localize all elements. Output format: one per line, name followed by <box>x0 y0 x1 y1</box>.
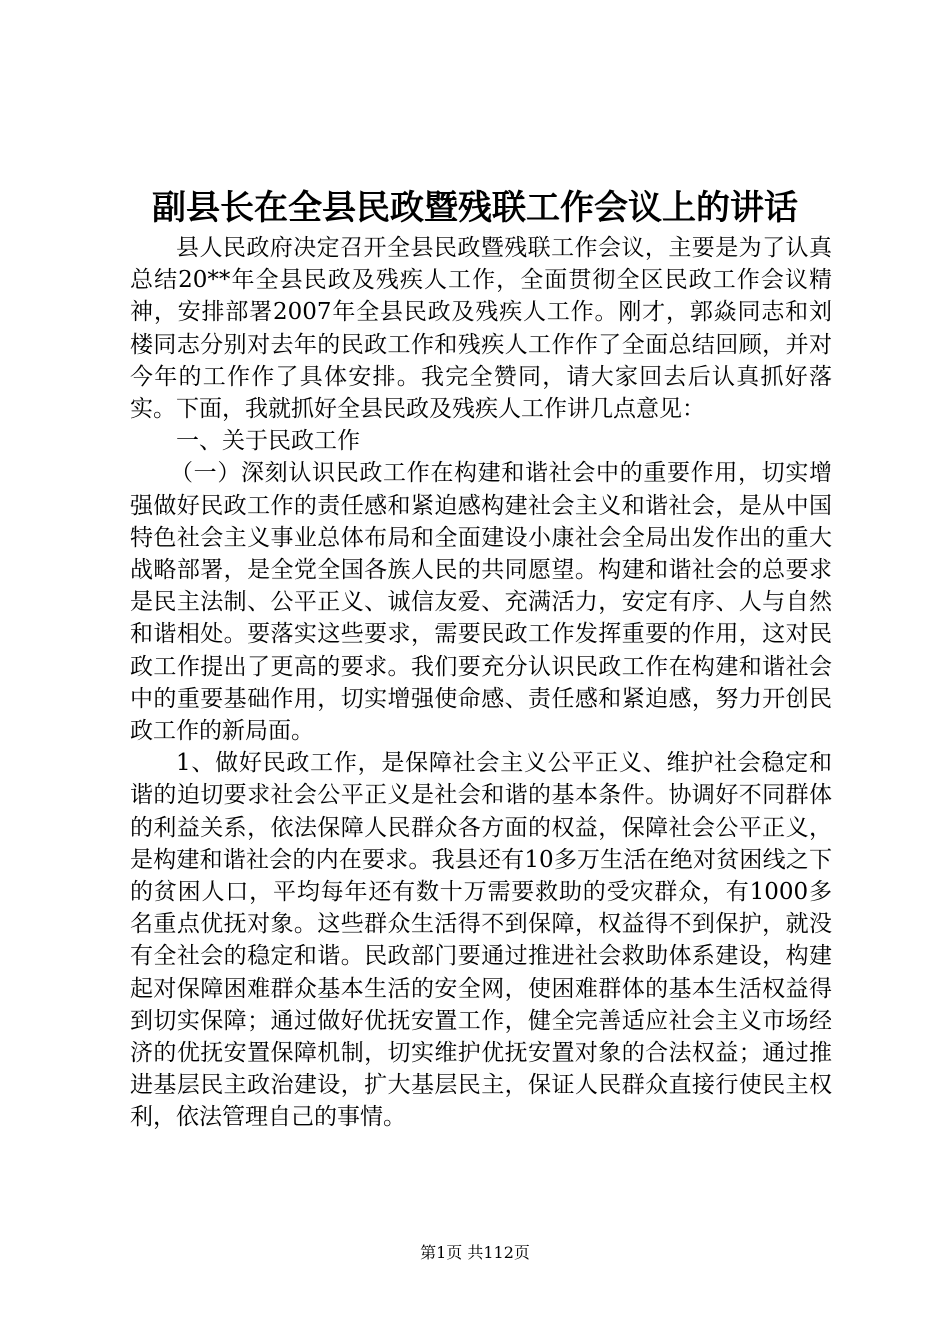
paragraph-intro: 县人民政府决定召开全县民政暨残联工作会议，主要是为了认真总结20**年全县民政及残疾人工作，全面贯彻全区民政工作会议精神，安排部署2007年全县民政及残疾人工作。刚才，郭焱同志和刘楼同志分别对去年的民政工作和残疾人工作作了全面总结回顾，并对今年的工作作了具体安排。我完全赞同，请大家回去后认真抓好落实。下面，我就抓好全县民政及残疾人工作讲几点意见： <box>130 235 832 423</box>
document-title: 副县长在全县民政暨残联工作会议上的讲话 <box>152 188 798 228</box>
paragraph-subsection-1: （一）深刻认识民政工作在构建和谐社会中的重要作用，切实增强做好民政工作的责任感和紧迫感构建社会主义和谐社会，是从中国特色社会主义事业总体布局和全面建设小康社会全局出发作出的重大战略部署，是全党全国各族人民的共同愿望。构建和谐社会的总要求是民主法制、公平正义、诚信友爱、充满活力，安定有序、人与自然和谐相处。要落实这些要求，需要民政工作发挥重要的作用，这对民政工作提出了更高的要求。我们要充分认识民政工作在构建和谐社会中的重要基础作用，切实增强使命感、责任感和紧迫感，努力开创民政工作的新局面。 <box>130 460 832 745</box>
paragraph-point-1: 1、做好民政工作，是保障社会主义公平正义、维护社会稳定和谐的迫切要求社会公平正义是社会和谐的基本条件。协调好不同群体的利益关系，依法保障人民群众各方面的权益，保障社会公平正义，是构建和谐社会的内在要求。我县还有10多万生活在绝对贫困线之下的贫困人口，平均每年还有数十万需要救助的受灾群众，有1000多名重点优抚对象。这些群众生活得不到保障，权益得不到保护，就没有全社会的稳定和谐。民政部门要通过推进社会救助体系建设，构建起对保障困难群众基本生活的安全网，使困难群体的基本生活权益得到切实保障；通过做好优抚安置工作，健全完善适应社会主义市场经济的优抚安置保障机制，切实维护优抚安置对象的合法权益；通过推进基层民主政治建设，扩大基层民主，保证人民群众直接行使民主权利，依法管理自己的事情。 <box>130 750 832 1131</box>
page-footer: 第1页 共112页 <box>420 1243 530 1262</box>
document-body <box>130 232 832 1134</box>
section-heading-civil-affairs: 一、关于民政工作 <box>176 428 360 455</box>
